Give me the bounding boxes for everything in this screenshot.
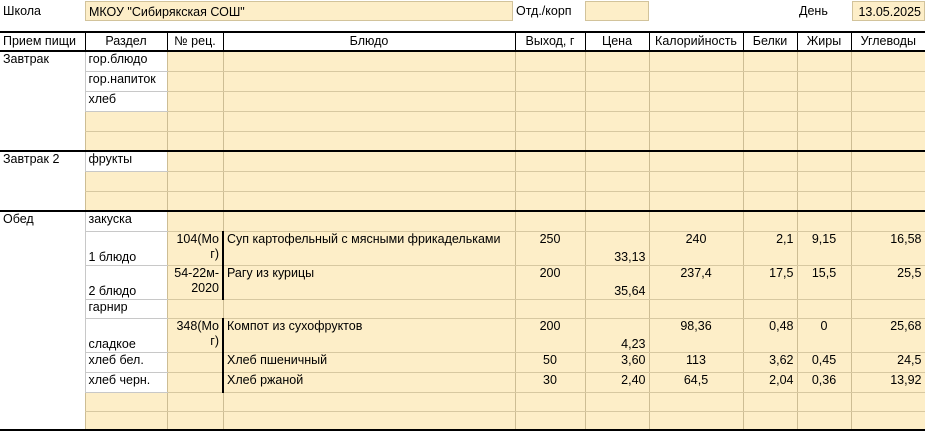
calories-cell[interactable]: [649, 191, 743, 211]
calories-cell[interactable]: 64,5: [649, 372, 743, 392]
recipe-cell[interactable]: [167, 71, 223, 91]
protein-cell[interactable]: [743, 171, 797, 191]
dish-cell[interactable]: Суп картофельный с мясными фрикадельками: [223, 231, 515, 265]
dish-cell[interactable]: [223, 111, 515, 131]
dish-cell[interactable]: Хлеб ржаной: [223, 372, 515, 392]
section-cell[interactable]: 2 блюдо: [85, 265, 167, 299]
calories-cell[interactable]: [649, 91, 743, 111]
meal-breakfast-2: Завтрак 2: [0, 151, 85, 211]
output-cell[interactable]: 200: [515, 318, 585, 352]
col-price: Цена: [585, 32, 649, 51]
protein-cell[interactable]: [743, 111, 797, 131]
carbs-cell[interactable]: [851, 131, 925, 151]
meal-breakfast: Завтрак: [3, 52, 49, 66]
output-cell[interactable]: [515, 299, 585, 318]
price-cell[interactable]: 4,23: [585, 318, 649, 352]
dish-cell[interactable]: Хлеб пшеничный: [223, 352, 515, 372]
protein-cell[interactable]: [743, 91, 797, 111]
recipe-cell[interactable]: [167, 211, 223, 231]
price-cell[interactable]: [585, 392, 649, 411]
table-row: [0, 151, 925, 171]
section-cell[interactable]: закуска: [85, 211, 167, 231]
branch-field[interactable]: [585, 1, 649, 21]
table-row: [0, 411, 925, 430]
recipe-cell[interactable]: [167, 131, 223, 151]
calories-cell[interactable]: 113: [649, 352, 743, 372]
price-cell[interactable]: 3,60: [585, 352, 649, 372]
section-cell[interactable]: хлеб: [85, 91, 167, 111]
carbs-cell[interactable]: [851, 171, 925, 191]
output-cell[interactable]: [515, 171, 585, 191]
section-cell[interactable]: [85, 392, 167, 411]
price-cell[interactable]: 33,13: [585, 231, 649, 265]
carbs-cell[interactable]: [851, 191, 925, 211]
fat-cell[interactable]: [797, 51, 851, 71]
dish-cell[interactable]: [223, 151, 515, 171]
recipe-cell[interactable]: [167, 299, 223, 318]
recipe-cell[interactable]: [167, 392, 223, 411]
price-cell[interactable]: [585, 131, 649, 151]
output-cell[interactable]: 50: [515, 352, 585, 372]
carbs-cell[interactable]: [851, 151, 925, 171]
fat-cell[interactable]: [797, 171, 851, 191]
recipe-cell[interactable]: [167, 191, 223, 211]
section-cell[interactable]: [85, 171, 167, 191]
price-cell[interactable]: [585, 191, 649, 211]
section-cell[interactable]: гарнир: [85, 299, 167, 318]
table-row: [0, 191, 925, 211]
carbs-cell[interactable]: [851, 211, 925, 231]
table-row: [0, 91, 925, 111]
fat-cell[interactable]: 0,36: [797, 372, 851, 392]
dish-cell[interactable]: [223, 71, 515, 91]
section-cell[interactable]: сладкое: [85, 318, 167, 352]
table-row: [0, 299, 925, 318]
fat-cell[interactable]: [797, 191, 851, 211]
output-cell[interactable]: [515, 91, 585, 111]
table-row: [0, 265, 925, 299]
dish-cell[interactable]: [223, 51, 515, 71]
protein-cell[interactable]: [743, 191, 797, 211]
section-cell[interactable]: гор.напиток: [85, 71, 167, 91]
section-cell[interactable]: фрукты: [85, 151, 167, 171]
protein-cell[interactable]: [743, 131, 797, 151]
dish-cell[interactable]: [223, 299, 515, 318]
price-cell[interactable]: [585, 151, 649, 171]
fat-cell[interactable]: [797, 71, 851, 91]
price-cell[interactable]: [585, 299, 649, 318]
day-label: День: [799, 4, 828, 18]
calories-cell[interactable]: [649, 151, 743, 171]
price-cell[interactable]: [585, 211, 649, 231]
protein-cell[interactable]: 2,04: [743, 372, 797, 392]
table-row: [0, 131, 925, 151]
table-row: [0, 372, 925, 392]
recipe-cell[interactable]: [167, 51, 223, 71]
fat-cell[interactable]: [797, 91, 851, 111]
recipe-cell[interactable]: 54-22м-2020: [167, 265, 223, 299]
branch-label: Отд./корп: [516, 4, 572, 18]
fat-cell[interactable]: [797, 131, 851, 151]
protein-cell[interactable]: [743, 392, 797, 411]
menu-table: [0, 31, 925, 431]
price-cell[interactable]: 2,40: [585, 372, 649, 392]
calories-cell[interactable]: [649, 131, 743, 151]
calories-cell[interactable]: [649, 211, 743, 231]
dish-cell[interactable]: [223, 131, 515, 151]
calories-cell[interactable]: 240: [649, 231, 743, 265]
protein-cell[interactable]: [743, 211, 797, 231]
output-cell[interactable]: 250: [515, 231, 585, 265]
carbs-cell[interactable]: 25,5: [851, 265, 925, 299]
calories-cell[interactable]: [649, 411, 743, 430]
output-cell[interactable]: [515, 71, 585, 91]
output-cell[interactable]: [515, 51, 585, 71]
column-header-row: [0, 32, 925, 51]
col-carbs: Углеводы: [851, 32, 925, 51]
section-cell[interactable]: хлеб бел.: [85, 352, 167, 372]
price-cell[interactable]: [585, 411, 649, 430]
carbs-cell[interactable]: 25,68: [851, 318, 925, 352]
price-cell[interactable]: [585, 91, 649, 111]
carbs-cell[interactable]: [851, 411, 925, 430]
protein-cell[interactable]: [743, 151, 797, 171]
fat-cell[interactable]: 0,45: [797, 352, 851, 372]
carbs-cell[interactable]: [851, 111, 925, 131]
section-cell[interactable]: [85, 131, 167, 151]
output-cell[interactable]: 200: [515, 265, 585, 299]
table-row: [0, 71, 925, 91]
protein-cell[interactable]: [743, 71, 797, 91]
calories-cell[interactable]: [649, 111, 743, 131]
col-recipe: № рец.: [167, 32, 223, 51]
carbs-cell[interactable]: [851, 51, 925, 71]
carbs-cell[interactable]: [851, 392, 925, 411]
fat-cell[interactable]: 15,5: [797, 265, 851, 299]
protein-cell[interactable]: [743, 411, 797, 430]
recipe-cell[interactable]: [167, 151, 223, 171]
price-cell[interactable]: [585, 51, 649, 71]
protein-cell[interactable]: 17,5: [743, 265, 797, 299]
price-cell[interactable]: 35,64: [585, 265, 649, 299]
dish-cell[interactable]: [223, 191, 515, 211]
fat-cell[interactable]: [797, 151, 851, 171]
calories-cell[interactable]: 237,4: [649, 265, 743, 299]
recipe-cell[interactable]: [167, 372, 223, 392]
price-cell[interactable]: [585, 111, 649, 131]
dish-cell[interactable]: [223, 171, 515, 191]
carbs-cell[interactable]: [851, 299, 925, 318]
output-cell[interactable]: [515, 131, 585, 151]
carbs-cell[interactable]: 13,92: [851, 372, 925, 392]
recipe-cell[interactable]: [167, 111, 223, 131]
output-cell[interactable]: 30: [515, 372, 585, 392]
school-name-field[interactable]: МКОУ "Сибирякская СОШ": [85, 1, 513, 21]
calories-cell[interactable]: [649, 299, 743, 318]
col-fat: Жиры: [797, 32, 851, 51]
recipe-cell[interactable]: [167, 411, 223, 430]
fat-cell[interactable]: [797, 211, 851, 231]
calories-cell[interactable]: [649, 71, 743, 91]
recipe-cell[interactable]: 348(Мог): [167, 318, 223, 352]
dish-cell[interactable]: Рагу из курицы: [223, 265, 515, 299]
output-cell[interactable]: [515, 211, 585, 231]
protein-cell[interactable]: [743, 299, 797, 318]
recipe-cell[interactable]: [167, 352, 223, 372]
dish-cell[interactable]: [223, 411, 515, 430]
table-row: [0, 171, 925, 191]
section-cell[interactable]: [85, 191, 167, 211]
dish-cell[interactable]: Компот из сухофруктов: [223, 318, 515, 352]
table-row: [0, 352, 925, 372]
section-cell[interactable]: 1 блюдо: [85, 231, 167, 265]
fat-cell[interactable]: 9,15: [797, 231, 851, 265]
calories-cell[interactable]: [649, 171, 743, 191]
menu-header: [0, 0, 925, 28]
fat-cell[interactable]: 0: [797, 318, 851, 352]
recipe-cell[interactable]: [167, 171, 223, 191]
dish-cell[interactable]: [223, 91, 515, 111]
protein-cell[interactable]: 0,48: [743, 318, 797, 352]
col-dish: Блюдо: [223, 32, 515, 51]
col-section: Раздел: [85, 32, 167, 51]
price-cell[interactable]: [585, 71, 649, 91]
table-row: [0, 51, 925, 71]
col-meal: Прием пищи: [0, 32, 85, 51]
meal-lunch: Обед: [0, 211, 85, 430]
output-cell[interactable]: [515, 392, 585, 411]
table-row: [0, 392, 925, 411]
output-cell[interactable]: [515, 151, 585, 171]
dish-cell[interactable]: [223, 392, 515, 411]
protein-cell[interactable]: 2,1: [743, 231, 797, 265]
section-cell[interactable]: хлеб черн.: [85, 372, 167, 392]
protein-cell[interactable]: [743, 51, 797, 71]
table-row: [0, 211, 925, 231]
school-label: Школа: [3, 4, 41, 18]
section-cell[interactable]: гор.блюдо: [85, 51, 167, 71]
table-row: [0, 231, 925, 265]
section-cell[interactable]: [85, 111, 167, 131]
carbs-cell[interactable]: 16,58: [851, 231, 925, 265]
carbs-cell[interactable]: 24,5: [851, 352, 925, 372]
output-cell[interactable]: [515, 111, 585, 131]
calories-cell[interactable]: 98,36: [649, 318, 743, 352]
table-row: [0, 111, 925, 131]
output-cell[interactable]: [515, 191, 585, 211]
calories-cell[interactable]: [649, 51, 743, 71]
output-cell[interactable]: [515, 411, 585, 430]
recipe-cell[interactable]: [167, 91, 223, 111]
carbs-cell[interactable]: [851, 91, 925, 111]
calories-cell[interactable]: [649, 392, 743, 411]
section-cell[interactable]: [85, 411, 167, 430]
price-cell[interactable]: [585, 171, 649, 191]
fat-cell[interactable]: [797, 299, 851, 318]
col-protein: Белки: [743, 32, 797, 51]
carbs-cell[interactable]: [851, 71, 925, 91]
fat-cell[interactable]: [797, 411, 851, 430]
fat-cell[interactable]: [797, 392, 851, 411]
recipe-cell[interactable]: 104(Мог): [167, 231, 223, 265]
dish-cell[interactable]: [223, 211, 515, 231]
table-row: [0, 318, 925, 352]
date-field[interactable]: 13.05.2025: [852, 1, 925, 21]
col-calories: Калорийность: [649, 32, 743, 51]
fat-cell[interactable]: [797, 111, 851, 131]
col-output: Выход, г: [515, 32, 585, 51]
protein-cell[interactable]: 3,62: [743, 352, 797, 372]
